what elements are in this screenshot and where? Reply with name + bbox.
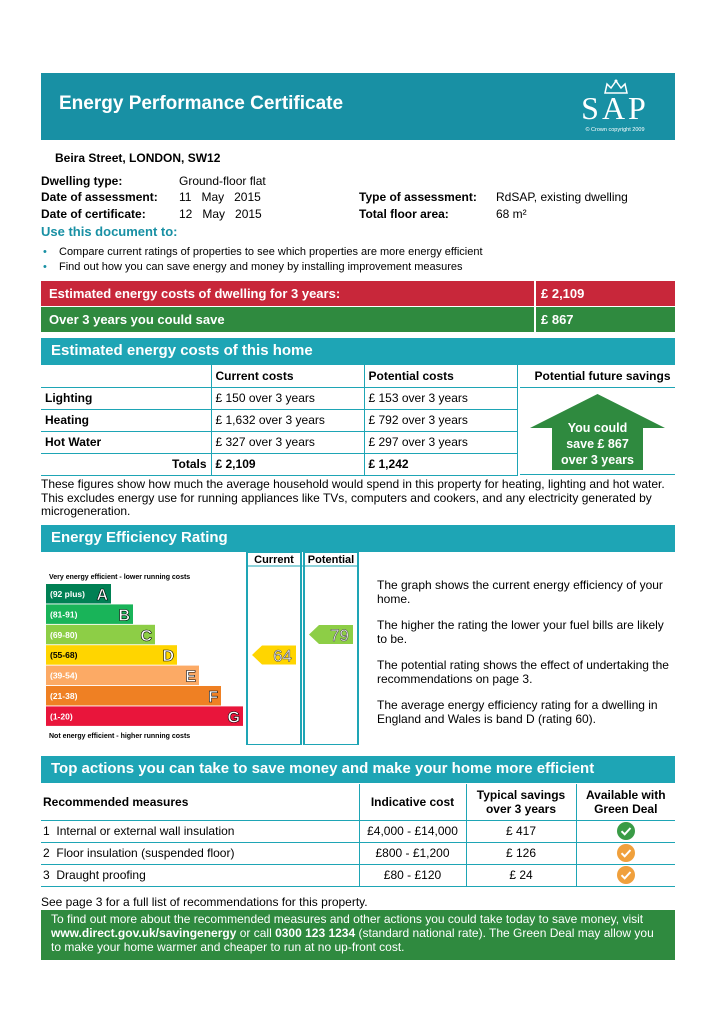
band-letter: F: [208, 689, 218, 706]
table-row: [41, 842, 675, 864]
col-future-savings: Potential future savings: [534, 369, 671, 383]
certificate-date-row: [41, 207, 146, 221]
assessment-type-label: Type of assessment:: [359, 190, 477, 204]
measure-name: 2 Floor insulation (suspended floor): [41, 842, 359, 864]
band-range: (69-80): [50, 629, 78, 640]
dwelling-type-row: [41, 174, 122, 188]
certificate-header: [41, 73, 675, 140]
rating-section-header: [41, 525, 675, 552]
floor-area-value: 68 m²: [496, 207, 527, 221]
dwelling-type-value: Ground-floor flat: [179, 174, 266, 188]
band-letter: A: [96, 587, 108, 604]
sap-logo: [573, 77, 657, 137]
page-title: Energy Performance Certificate: [59, 93, 344, 114]
band-letter: B: [118, 607, 130, 625]
row-current: £ 150 over 3 years: [211, 387, 364, 409]
col-green-deal: Available with Green Deal: [576, 784, 675, 820]
measure-cost: £800 - £1,200: [359, 842, 466, 864]
total-potential: £ 1,242: [364, 453, 517, 475]
rating-paragraph: The graph shows the current energy efficiency of your home.: [377, 578, 663, 606]
save-value: £ 867: [541, 312, 574, 327]
col-current-costs: Current costs: [211, 365, 364, 387]
col-typical-savings: Typical savings over 3 years: [466, 784, 576, 820]
row-current: £ 327 over 3 years: [211, 431, 364, 453]
row-current: £ 1,632 over 3 years: [211, 409, 364, 431]
band-letter: E: [185, 668, 196, 686]
estimated-cost-value: £ 2,109: [541, 286, 585, 301]
assessment-date-label: Date of assessment:: [41, 190, 158, 204]
measure-cost: £80 - £120: [359, 864, 466, 886]
sap-logo-text: SAP: [581, 90, 649, 126]
row-potential: £ 792 over 3 years: [364, 409, 517, 431]
col-recommended-measures: Recommended measures: [41, 784, 359, 820]
band-range: (21-38): [50, 691, 78, 701]
measure-saving: £ 126: [466, 842, 576, 864]
actions-table: [41, 784, 675, 887]
use-document-bullets: [41, 245, 483, 275]
certificate-date-label: Date of certificate:: [41, 207, 146, 221]
assessment-date-row: [41, 190, 158, 204]
actions-table-header: [41, 784, 675, 820]
assessment-type-value: RdSAP, existing dwelling: [496, 190, 628, 204]
assessment-date-value: 11 May 2015: [179, 190, 261, 204]
row-name: Hot Water: [41, 431, 211, 453]
certificate-page: [41, 73, 675, 954]
rating-section-title: Energy Efficiency Rating: [51, 529, 228, 546]
band-range: (92 plus): [50, 589, 85, 599]
band-g: [46, 706, 243, 726]
rating-explanation: [377, 578, 675, 738]
current-rating-value: 64: [273, 646, 292, 666]
measure-saving: £ 417: [466, 820, 576, 842]
costs-table: [41, 365, 518, 476]
costs-section-header: [41, 338, 675, 365]
house-savings-text: [530, 420, 665, 468]
rating-paragraph: The potential rating shows the effect of undertaking the recommendations on page 3.: [377, 658, 669, 686]
band-range: (1-20): [50, 711, 73, 722]
band-range: (55-68): [50, 650, 78, 661]
see-page-note: See page 3 for a full list of recommendations for this property.: [41, 895, 368, 909]
sap-copyright: © Crown copyright 2009: [585, 127, 645, 133]
potential-column-header: Potential: [307, 554, 355, 566]
row-potential: £ 297 over 3 years: [364, 431, 517, 453]
current-column-header: Current: [254, 554, 294, 566]
estimated-cost-bar: [41, 281, 675, 306]
row-potential: £ 153 over 3 years: [364, 387, 517, 409]
estimated-cost-label: Estimated energy costs of dwelling for 3 years:: [49, 286, 341, 301]
green-deal-info: To find out more about the recommended measures and other actions you could take today to save money, visit www.direct.gov.uk/savingenergy or call 0300 123 1234 (standard national rate). The Green Deal may allow you to make your home warmer and cheaper to run at no up-front cost.: [41, 910, 675, 960]
table-row: [41, 820, 675, 842]
band-letter: C: [140, 627, 152, 645]
table-row: [41, 864, 675, 886]
col-indicative-cost: Indicative cost: [359, 784, 466, 820]
energy-rating-chart: [41, 552, 359, 745]
totals-label: Totals: [41, 453, 211, 475]
potential-column: [304, 552, 358, 745]
bottom-efficiency-note: Not energy efficient - higher running costs: [49, 733, 191, 740]
col-potential-costs: Potential costs: [364, 365, 517, 387]
rating-paragraph: The higher the rating the lower your fuel bills are likely to be.: [377, 618, 664, 646]
costs-table-header: [41, 365, 517, 387]
band-letter: G: [227, 709, 240, 727]
property-address: Beira Street, LONDON, SW12: [55, 151, 221, 165]
measure-name: 3 Draught proofing: [41, 864, 359, 886]
green-deal-check-icon: [617, 822, 635, 840]
floor-area-row: [359, 207, 449, 221]
total-current: £ 2,109: [211, 453, 364, 475]
table-row: [41, 387, 517, 409]
band-range: (39-54): [50, 670, 78, 681]
bullet-item: • Find out how you can save energy and money by installing improvement measures: [41, 260, 483, 275]
house-line-2: save £ 867: [566, 437, 629, 451]
save-label: Over 3 years you could save: [49, 312, 225, 327]
house-line-1: You could: [567, 421, 628, 435]
phone-number: 0300 123 1234: [275, 926, 356, 940]
potential-rating-value: 79: [330, 626, 349, 646]
band-letter: D: [162, 648, 174, 666]
actions-section-title: Top actions you can take to save money and make your home more efficient: [51, 760, 595, 777]
measure-name: 1 Internal or external wall insulation: [41, 820, 359, 842]
direct-gov-link[interactable]: www.direct.gov.uk/savingenergy: [51, 926, 237, 940]
table-row: [41, 431, 517, 453]
green-deal-check-icon: [617, 866, 635, 884]
bullet-item: • Compare current ratings of properties to see which properties are more energy efficient: [41, 245, 483, 260]
top-efficiency-note: Very energy efficient - lower running costs: [49, 574, 191, 581]
house-line-3: over 3 years: [561, 453, 634, 467]
measure-cost: £4,000 - £14,000: [359, 820, 466, 842]
row-name: Heating: [41, 409, 211, 431]
use-document-title: Use this document to:: [41, 224, 178, 239]
totals-row: [41, 453, 517, 475]
floor-area-label: Total floor area:: [359, 207, 449, 221]
dwelling-type-label: Dwelling type:: [41, 174, 123, 188]
costs-note: These figures show how much the average household would spend in this property for heating, lighting and hot water. This excludes energy use for running appliances like TVs, computers and cookers, and any electricity generated by microgeneration.: [41, 477, 665, 518]
certificate-date-value: 12 May 2015: [179, 207, 262, 221]
actions-section-header: [41, 756, 675, 783]
measure-saving: £ 24: [466, 864, 576, 886]
rating-paragraph: The average energy efficiency rating for a dwelling in England and Wales is band D (rating 60).: [377, 698, 658, 726]
save-bar: [41, 307, 675, 332]
assessment-type-row: [359, 190, 477, 204]
green-deal-check-icon: [617, 844, 635, 862]
table-row: [41, 409, 517, 431]
row-name: Lighting: [41, 387, 211, 409]
band-range: (81-91): [50, 609, 78, 620]
costs-section-title: Estimated energy costs of this home: [51, 342, 313, 359]
